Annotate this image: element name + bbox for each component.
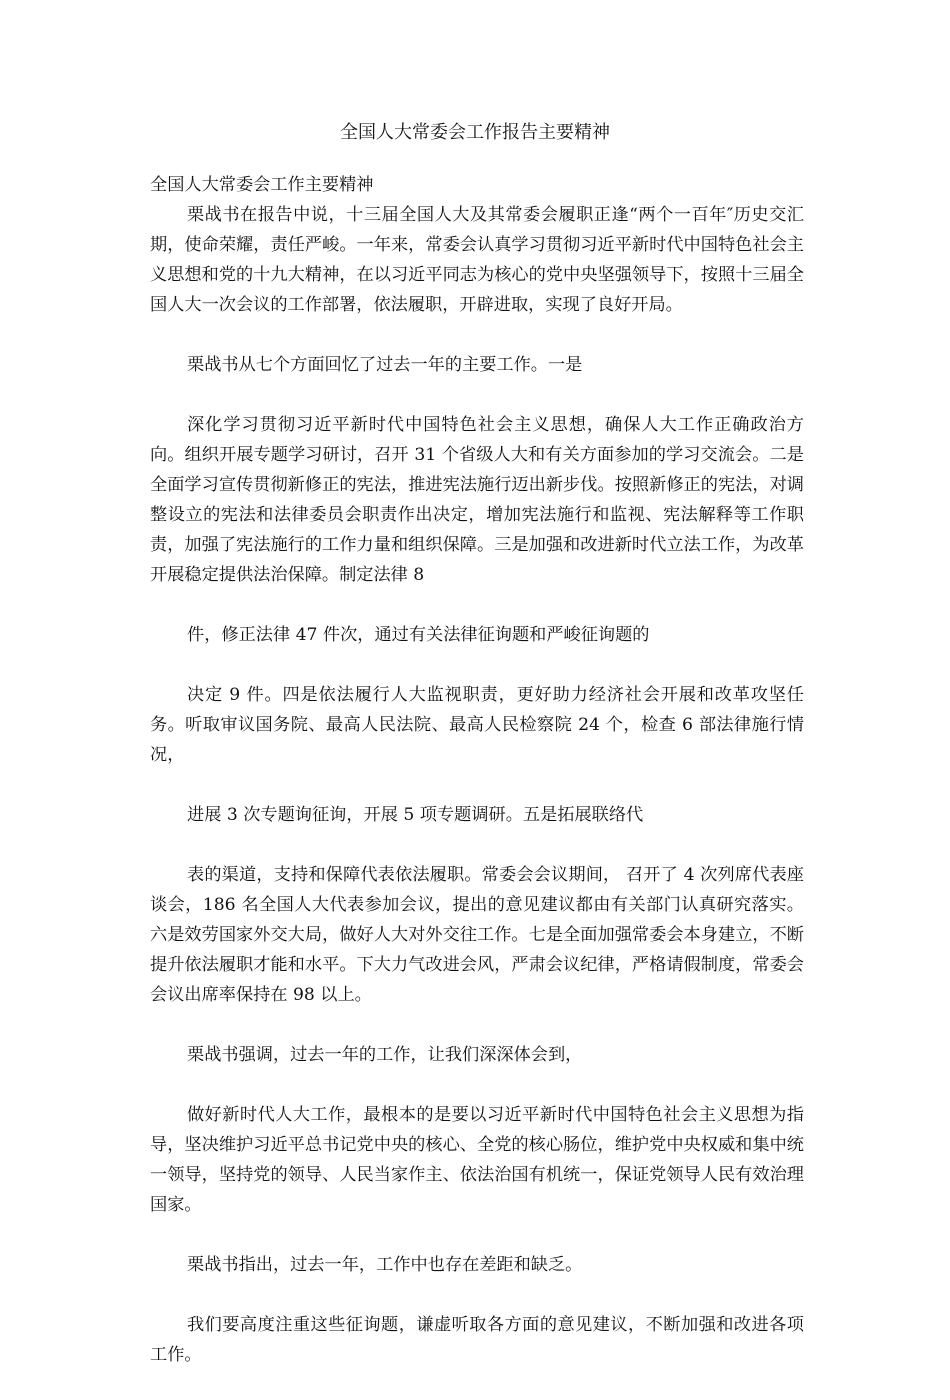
paragraph: 件，修正法律 47 件次，通过有关法律征询题和严峻征询题的 (187, 625, 650, 645)
paragraph: 进展 3 次专题询征询，开展 5 项专题调研。五是拓展联络代 (187, 805, 644, 825)
paragraph: 决定 9 件。四是依法履行人大监视职责，更好助力经济社会开展和改革攻坚任务。听取审议国务院、最高人民法院、最高人民检察院 24 个，检查 6 部法律施行情况， (150, 685, 804, 765)
document-subheading: 全国人大常委会工作主要精神 (150, 175, 374, 195)
paragraph: 栗战书指出，过去一年，工作中也存在差距和缺乏。 (187, 1255, 583, 1275)
paragraph: 我们要高度注重这些征询题，谦虚听取各方面的意见建议，不断加强和改进各项工作。 (150, 1315, 804, 1365)
paragraph: 栗战书在报告中说，十三届全国人大及其常委会履职正逢“两个一百年″历史交汇期，使命荣耀，责任严峻。一年来，常委会认真学习贯彻习近平新时代中国特色社会主义思想和党的十九大精神，在以习近平同志为核心的党中央坚强领导下，按照十三届全国人大一次会议的工作部署，依法履职，开辟进取，实现了良好开局。 (150, 205, 804, 315)
document-body (150, 170, 804, 1400)
paragraph: 做好新时代人大工作，最根本的是要以习近平新时代中国特色社会主义思想为指导，坚决维护习近平总书记党中央的核心、全党的核心肠位，维护党中央权威和集中统一领导，坚持党的领导、人民当家作主、依法治国有机统一，保证党领导人民有效治理国家。 (150, 1105, 804, 1215)
document-title: 全国人大常委会工作报告主要精神 (340, 122, 610, 143)
paragraph: 表的渠道，支持和保障代表依法履职。常委会会议期间， 召开了 4 次列席代表座谈会，186 名全国人大代表参加会议，提出的意见建议都由有关部门认真研究落实。六是效劳国家外交大局，做好人大对外交往工作。七是全面加强常委会本身建立，不断提升依法履职才能和水平。下大力气改进会风，严肃会议纪律，严格请假制度，常委会会议出席率保持在 98 以上。 (150, 865, 804, 1005)
paragraph: 栗战书强调，过去一年的工作，让我们深深体会到， (187, 1045, 583, 1065)
paragraph: 深化学习贯彻习近平新时代中国特色社会主义思想，确保人大工作正确政治方向。组织开展专题学习研讨，召开 31 个省级人大和有关方面参加的学习交流会。二是全面学习宣传贯彻新修正的宪法，推进宪法施行迈出新步伐。按照新修正的宪法，对调整设立的宪法和法律委员会职责作出决定，增加宪法施行和监视、宪法解释等工作职责，加强了宪法施行的工作力量和组织保障。三是加强和改进新时代立法工作，为改革开展稳定提供法治保障。制定法律 8 (150, 415, 804, 585)
paragraph: 栗战书从七个方面回忆了过去一年的主要工作。一是 (187, 355, 583, 375)
